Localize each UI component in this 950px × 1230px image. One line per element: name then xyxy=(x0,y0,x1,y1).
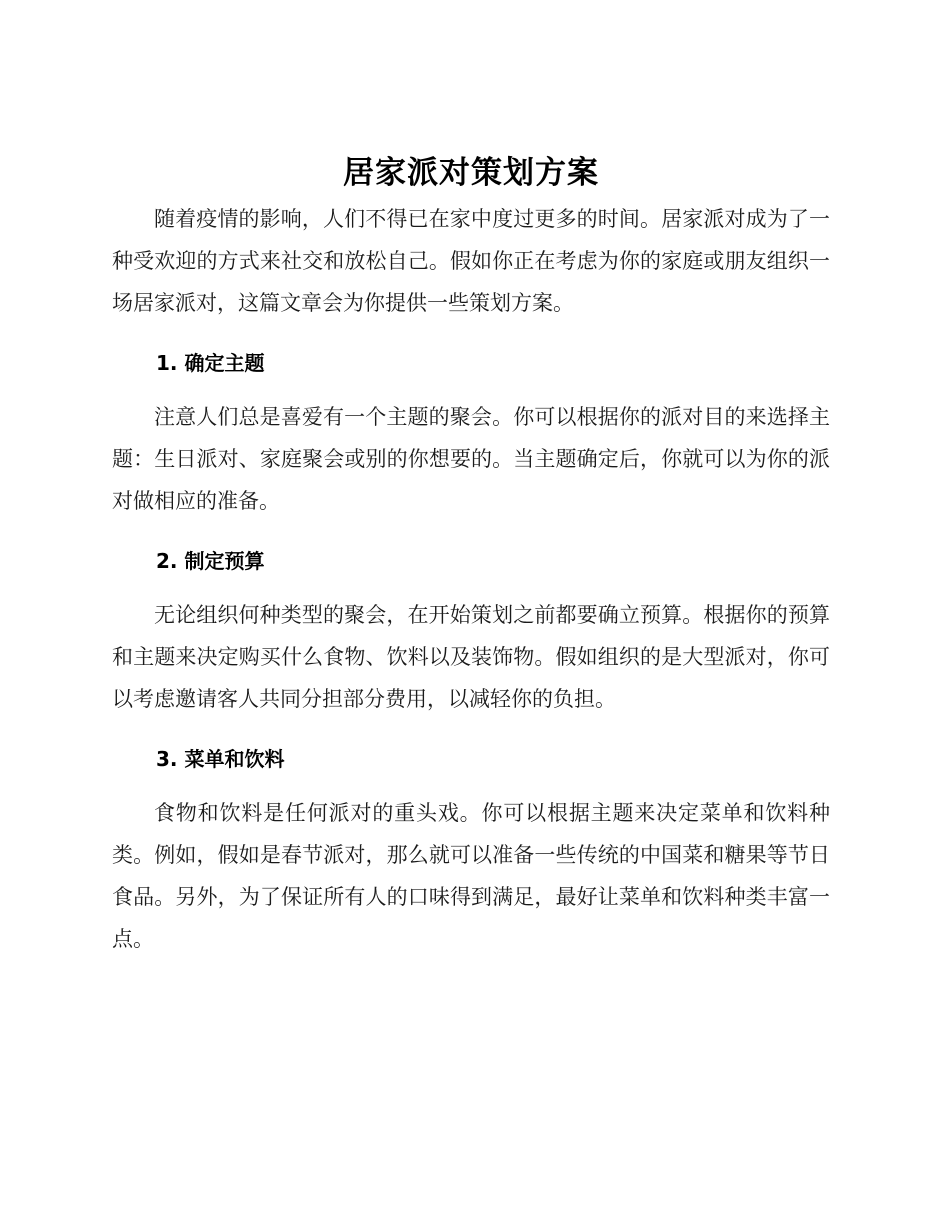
document-page xyxy=(112,0,830,960)
section-paragraph: 注意人们总是喜爱有一个主题的聚会。你可以根据你的派对目的来选择主题：生日派对、家庭聚会或别的你想要的。当主题确定后，你就可以为你的派对做相应的准备。 xyxy=(112,405,830,513)
section-budget xyxy=(112,546,830,720)
section-heading: 3. 菜单和饮料 xyxy=(156,747,285,771)
section-paragraph: 食物和饮料是任何派对的重头戏。你可以根据主题来决定菜单和饮料种类。例如，假如是春节派对，那么就可以准备一些传统的中国菜和糖果等节日食品。另外，为了保证所有人的口味得到满足，最好让菜单和饮料种类丰富一点。 xyxy=(112,801,830,951)
document-title: 居家派对策划方案 xyxy=(343,155,599,191)
section-menu xyxy=(112,744,830,960)
section-heading: 2. 制定预算 xyxy=(156,549,265,573)
intro-paragraph: 随着疫情的影响，人们不得已在家中度过更多的时间。居家派对成为了一种受欢迎的方式来社交和放松自己。假如你正在考虑为你的家庭或朋友组织一场居家派对，这篇文章会为你提供一些策划方案。 xyxy=(112,207,830,315)
section-paragraph: 无论组织何种类型的聚会，在开始策划之前都要确立预算。根据你的预算和主题来决定购买什么食物、饮料以及装饰物。假如组织的是大型派对，你可以考虑邀请客人共同分担部分费用，以减轻你的负担。 xyxy=(112,603,830,711)
section-heading: 1. 确定主题 xyxy=(156,351,265,375)
section-theme xyxy=(112,348,830,522)
